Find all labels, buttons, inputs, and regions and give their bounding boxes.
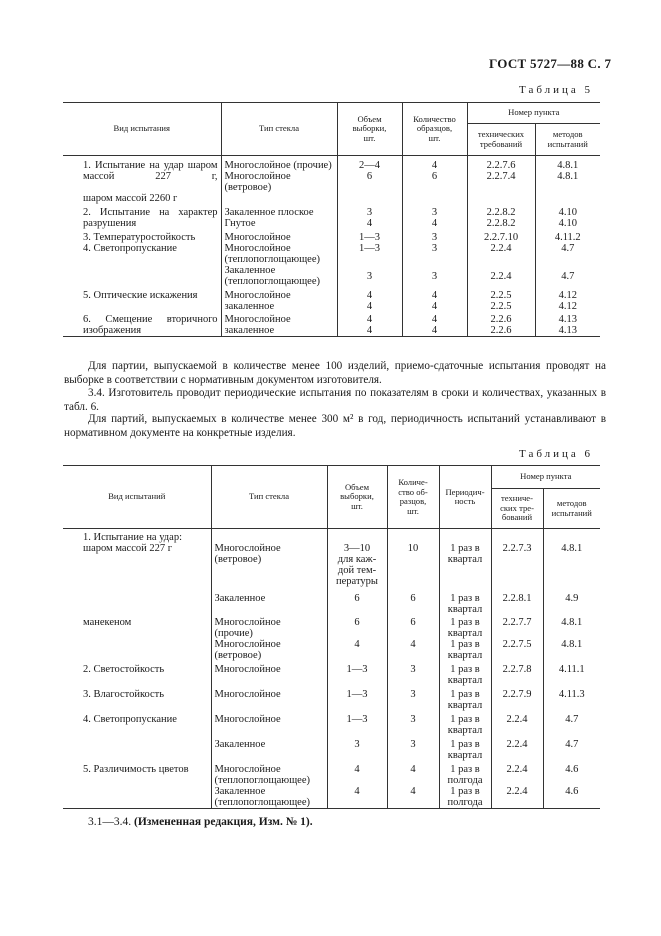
t5-row-methods: 4.13	[535, 325, 600, 337]
t5-row-glass: Многослойное	[221, 287, 337, 301]
t6-row-count: 10	[387, 532, 439, 587]
t6-row-tech: 2.2.7.3	[491, 532, 543, 587]
t6-row-count: 3	[387, 661, 439, 686]
t6-header-tech: техниче- ских тре- бований	[491, 489, 543, 529]
t6-row-test: 1. Испытание на удар: шаром массой 227 г	[83, 532, 182, 554]
t6-row-test: 5. Различимость цветов	[83, 764, 189, 775]
t6-row-glass: Многослойное (ветровое)	[211, 639, 327, 661]
t6-row-test: 4. Светопропускание	[83, 714, 177, 725]
t5-row-tech: 2.2.7.4	[467, 171, 535, 193]
t6-row-count: 4	[387, 639, 439, 661]
t5-row-sample: 4	[337, 218, 402, 229]
footnote	[88, 816, 313, 828]
t5-row-count: 6	[402, 171, 467, 193]
t5-header-item: Номер пункта	[467, 103, 600, 124]
t6-row-count: 6	[387, 587, 439, 615]
t6-row-glass: Многослойное (ветровое)	[211, 532, 327, 587]
t5-row-test: 4. Светопропускание	[83, 243, 177, 254]
t6-row-tech: 2.2.7.7	[491, 615, 543, 639]
table5	[63, 102, 600, 337]
paragraph-1: Для партии, выпускаемой в количестве менее 100 изделий, приемо-сдаточные испытания проводят на выборке в соответствии с нормативным документом изготовителя.	[64, 360, 606, 386]
t6-row-methods: 4.8.1	[543, 639, 600, 661]
t6-row-glass: Многослойное	[211, 661, 327, 686]
t5-row-glass: Закаленное (теплопоглощающее)	[221, 265, 337, 287]
t6-row-count: 4	[387, 761, 439, 786]
t6-row-sample: 4	[327, 639, 387, 661]
t5-row-sample: 4	[337, 325, 402, 337]
t6-header-test: Вид испытаний	[63, 466, 211, 529]
t5-row-tech: 2.2.5	[467, 287, 535, 301]
t5-row-sample: 4	[337, 301, 402, 312]
table6	[63, 465, 600, 809]
t5-row-test: 3. Температуростойкость	[83, 232, 196, 243]
t5-row-sample: 4	[337, 312, 402, 325]
t5-row-count: 4	[402, 218, 467, 229]
t5-row-count: 4	[402, 160, 467, 171]
t5-row-tech: 2.2.4	[467, 265, 535, 287]
t6-row-period: 1 раз в полгода	[439, 786, 491, 809]
t5-row-tech: 2.2.6	[467, 325, 535, 337]
t6-row-glass: Многослойное	[211, 686, 327, 711]
t6-row-sample: 6	[327, 615, 387, 639]
t6-row-count: 3	[387, 711, 439, 736]
t6-row-methods: 4.7	[543, 711, 600, 736]
t6-row-methods: 4.8.1	[543, 532, 600, 587]
t6-row-count: 4	[387, 786, 439, 809]
t5-row-count: 3	[402, 265, 467, 287]
paragraph-3: Для партий, выпускаемых в количестве менее 300 м² в год, периодичность испытаний устанавливают в нормативном документе на конкретные изделия.	[64, 413, 606, 439]
t6-row-sample: 6	[327, 587, 387, 615]
t5-row-sample: 1—3	[337, 229, 402, 243]
t6-row-tech: 2.2.4	[491, 711, 543, 736]
t5-row-tech: 2.2.7.6	[467, 160, 535, 171]
t6-row-methods: 4.6	[543, 761, 600, 786]
t5-row-glass: Многослойное	[221, 229, 337, 243]
table5-caption: Таблица 5	[519, 84, 594, 96]
t6-row-test	[63, 587, 211, 615]
t5-row-test: 1. Испытание на удар шаром массой 227 г,	[83, 160, 218, 182]
t6-row-period: 1 раз в квартал	[439, 661, 491, 686]
t6-row-period: 1 раз в квартал	[439, 532, 491, 587]
t5-row-methods: 4.8.1	[535, 171, 600, 193]
paragraph-2: 3.4. Изготовитель проводит периодические испытания по показателям в сроки и количествах, указанных в табл. 6.	[64, 387, 606, 413]
t6-row-period: 1 раз в квартал	[439, 686, 491, 711]
t5-row-test: шаром массой 2260 г	[83, 193, 178, 204]
t6-row-methods: 4.6	[543, 786, 600, 809]
t6-row-sample: 4	[327, 786, 387, 809]
t6-row-tech: 2.2.4	[491, 786, 543, 809]
t5-row-count: 4	[402, 325, 467, 337]
t6-row-period: 1 раз в квартал	[439, 711, 491, 736]
t5-row-methods: 4.7	[535, 243, 600, 265]
t6-row-period: 1 раз в квартал	[439, 639, 491, 661]
t5-row-methods: 4.11.2	[535, 229, 600, 243]
t5-row-methods: 4.12	[535, 287, 600, 301]
t6-row-sample: 1—3	[327, 686, 387, 711]
t6-row-test: 3. Влагостойкость	[83, 689, 165, 700]
t6-row-period: 1 раз в квартал	[439, 587, 491, 615]
page-header: ГОСТ 5727—88 С. 7	[489, 56, 612, 71]
t5-row-count: 4	[402, 287, 467, 301]
t5-row-methods: 4.8.1	[535, 160, 600, 171]
t5-row-glass: Многослойное (теплопоглощающее)	[221, 243, 337, 265]
t5-row-methods: 4.13	[535, 312, 600, 325]
t6-header-period: Периодич- ность	[439, 466, 491, 529]
t5-row-glass: Многослойное (ветровое)	[221, 171, 337, 193]
t5-header-tech: технических требований	[467, 124, 535, 156]
t6-row-methods: 4.11.3	[543, 686, 600, 711]
t5-row-count: 3	[402, 204, 467, 218]
t6-row-glass: Многослойное	[211, 711, 327, 736]
t5-row-methods: 4.10	[535, 218, 600, 229]
t5-row-count: 3	[402, 229, 467, 243]
t5-header-test: Вид испытания	[63, 103, 221, 156]
t5-row-glass: Гнутое	[221, 218, 337, 229]
t5-row-count: 4	[402, 312, 467, 325]
t5-row-glass: Многослойное	[221, 312, 337, 325]
t5-row-sample: 1—3	[337, 243, 402, 265]
footnote-note: (Измененная редакция, Изм. № 1).	[134, 816, 313, 828]
table6-caption: Таблица 6	[519, 448, 594, 460]
t6-row-tech: 2.2.7.9	[491, 686, 543, 711]
t5-header-methods: методов испытаний	[535, 124, 600, 156]
t5-row-tech: 2.2.6	[467, 312, 535, 325]
t6-row-tech: 2.2.4	[491, 761, 543, 786]
t5-row-test: 2. Испытание на характер разрушения	[83, 207, 218, 229]
t5-row-glass: закаленное	[221, 325, 337, 337]
t6-header-item: Номер пункта	[491, 466, 600, 489]
t6-row-methods: 4.8.1	[543, 615, 600, 639]
t6-header-count: Количе- ство об- разцов, шт.	[387, 466, 439, 529]
t6-row-test	[63, 639, 211, 661]
t6-row-sample: 1—3	[327, 661, 387, 686]
t6-row-methods: 4.9	[543, 587, 600, 615]
t5-row-test: 5. Оптические искажения	[83, 290, 198, 301]
t6-row-sample: 1—3	[327, 711, 387, 736]
footnote-ref: 3.1—3.4.	[88, 816, 132, 828]
t5-row-sample: 4	[337, 287, 402, 301]
t5-row-glass: Многослойное (прочие)	[221, 160, 337, 171]
t6-row-sample: 4	[327, 761, 387, 786]
t5-row-methods: 4.10	[535, 204, 600, 218]
t6-row-period: 1 раз в полгода	[439, 761, 491, 786]
t5-row-tech: 2.2.5	[467, 301, 535, 312]
t6-row-sample: 3	[327, 736, 387, 761]
t5-row-sample: 2—4	[337, 160, 402, 171]
t6-row-methods: 4.7	[543, 736, 600, 761]
t6-row-count: 6	[387, 615, 439, 639]
t6-row-sample: 3—10 для каж- дой тем- пературы	[327, 532, 387, 587]
t5-row-glass: закаленное	[221, 301, 337, 312]
t6-row-glass: Закаленное (теплопоглощающее)	[211, 786, 327, 809]
t5-row-sample: 3	[337, 204, 402, 218]
t5-row-methods: 4.7	[535, 265, 600, 287]
t5-header-glass: Тип стекла	[221, 103, 337, 156]
t6-row-glass: Многослойное (прочие)	[211, 615, 327, 639]
t5-header-count: Количество образцов, шт.	[402, 103, 467, 156]
t6-row-tech: 2.2.7.5	[491, 639, 543, 661]
t6-row-glass: Многослойное (теплопоглощающее)	[211, 761, 327, 786]
t6-row-methods: 4.11.1	[543, 661, 600, 686]
t5-row-count: 4	[402, 301, 467, 312]
t5-row-sample: 6	[337, 171, 402, 193]
t6-header-methods: методов испытаний	[543, 489, 600, 529]
t6-row-period: 1 раз в квартал	[439, 736, 491, 761]
t6-row-period: 1 раз в квартал	[439, 615, 491, 639]
t5-row-test: 6. Смещение вторичного изображения	[83, 314, 218, 336]
t6-row-glass: Закаленное	[211, 736, 327, 761]
t5-header-sample: Объем выборки, шт.	[337, 103, 402, 156]
t6-row-glass: Закаленное	[211, 587, 327, 615]
t6-row-test: манекеном	[83, 617, 132, 628]
t5-row-tech: 2.2.8.2	[467, 218, 535, 229]
t5-row-count: 3	[402, 243, 467, 265]
t6-row-count: 3	[387, 686, 439, 711]
t6-header-sample: Объем выборки, шт.	[327, 466, 387, 529]
t5-row-tech: 2.2.4	[467, 243, 535, 265]
t5-row-methods: 4.12	[535, 301, 600, 312]
t5-row-tech: 2.2.7.10	[467, 229, 535, 243]
t6-row-tech: 2.2.4	[491, 736, 543, 761]
t6-row-tech: 2.2.7.8	[491, 661, 543, 686]
t6-row-count: 3	[387, 736, 439, 761]
t5-row-sample: 3	[337, 265, 402, 287]
t5-row-glass: Закаленное плоское	[221, 204, 337, 218]
t6-header-glass: Тип стекла	[211, 466, 327, 529]
t5-row-tech: 2.2.8.2	[467, 204, 535, 218]
t6-row-test: 2. Светостойкость	[83, 664, 165, 675]
t6-row-tech: 2.2.8.1	[491, 587, 543, 615]
